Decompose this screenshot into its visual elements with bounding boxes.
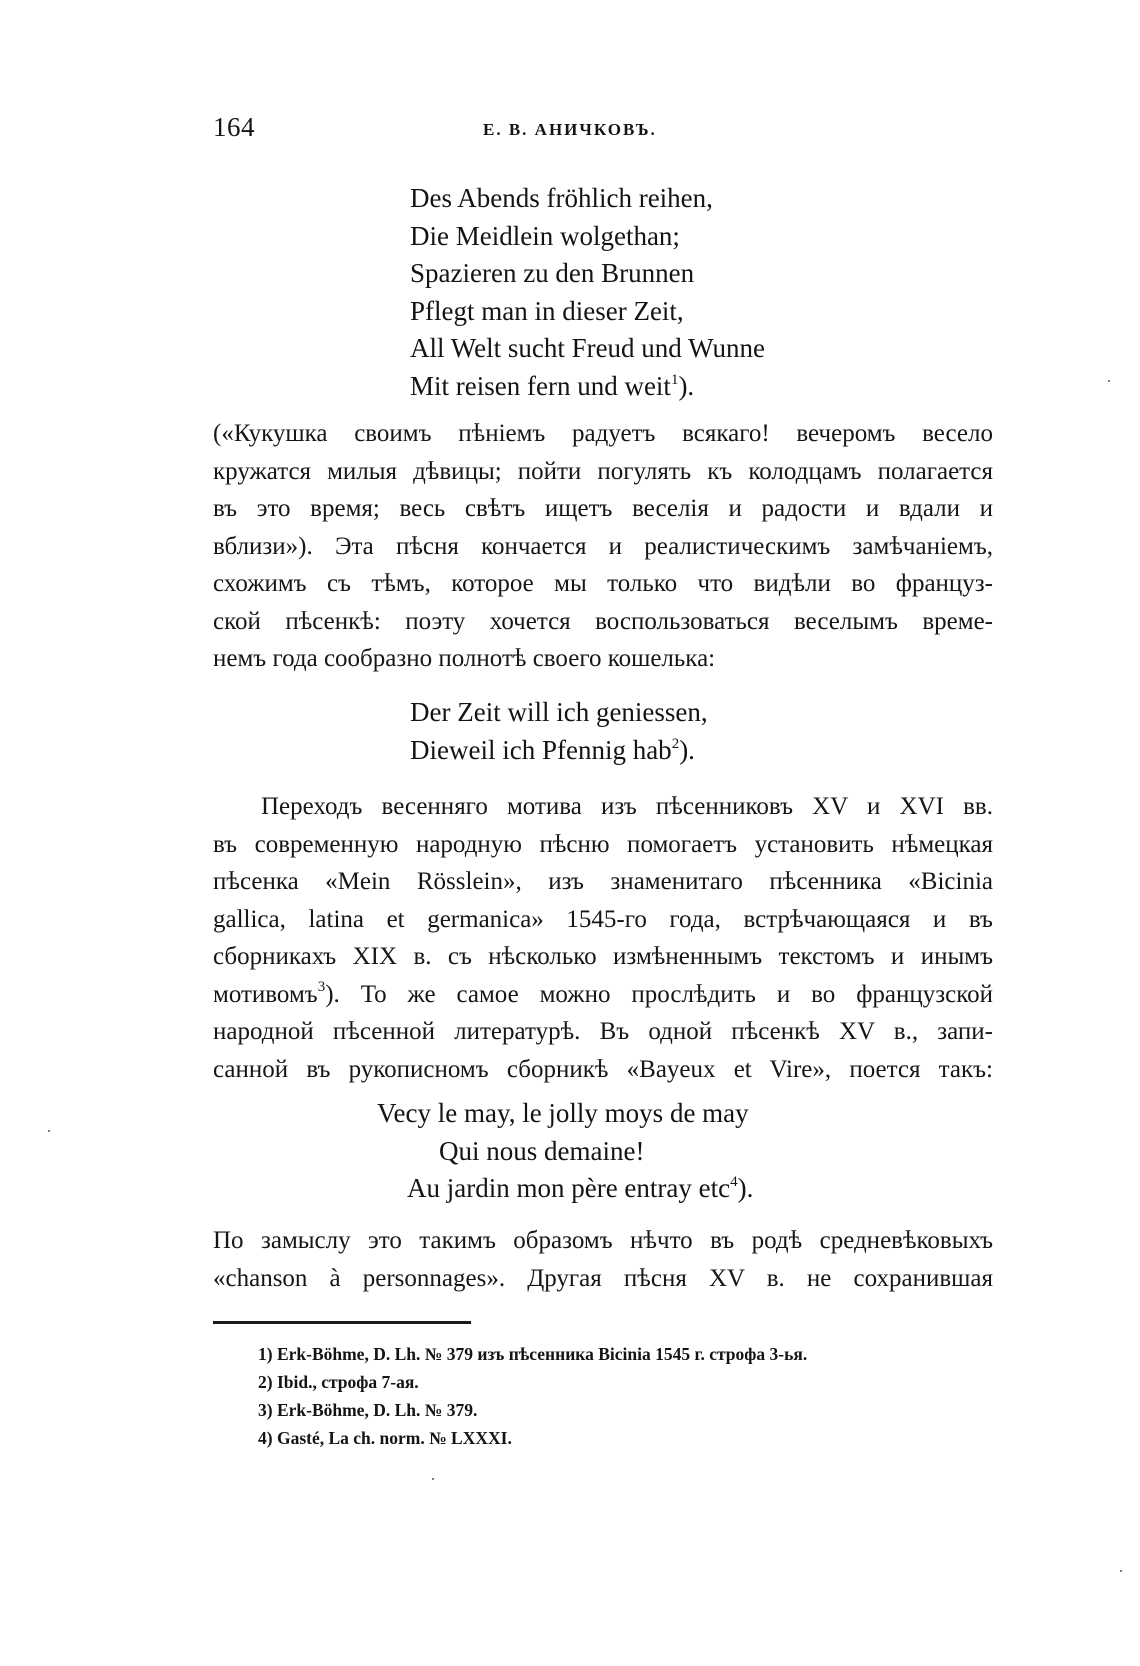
paragraph-translation bbox=[213, 415, 993, 678]
paragraph-line: «chanson à personnages». Другая пѣсня XV в. не сохранившая bbox=[213, 1264, 993, 1292]
paragraph-line: санной въ рукописномъ сборникѣ «Bayeux et Vire», поется такъ: bbox=[213, 1055, 993, 1083]
page-number: 164 bbox=[213, 112, 255, 142]
footnote-divider bbox=[213, 1321, 471, 1324]
footnote-ref-4[interactable]: 4 bbox=[730, 1174, 738, 1190]
paragraph-line: ской пѣсенкѣ: поэту хочется воспользоваться веселымъ време- bbox=[213, 607, 993, 635]
verse-quote-german-1 bbox=[410, 180, 765, 405]
verse-line: Vecy le may, le jolly moys de may bbox=[377, 1098, 749, 1128]
scan-speck bbox=[1120, 1570, 1122, 1572]
paragraph-line: народной пѣсенной литературѣ. Въ одной пѣсенкѣ XV в., запи- bbox=[213, 1018, 993, 1045]
paragraph-line bbox=[213, 976, 993, 1014]
footnotes bbox=[258, 1340, 807, 1452]
paragraph-body bbox=[213, 788, 993, 1088]
verse-line: Des Abends fröhlich reihen, bbox=[410, 183, 713, 213]
paragraph-line-end: ). То же самое можно прослѣдить и во французской bbox=[325, 980, 993, 1008]
paragraph-line: схожимъ съ тѣмъ, которое мы только что видѣли во француз- bbox=[213, 570, 993, 597]
paragraph-line: («Кукушка своимъ пѣніемъ радуетъ всякаго! вечеромъ весело bbox=[213, 420, 993, 447]
verse-line-tail: ). bbox=[679, 734, 695, 765]
verse-line-tail: ). bbox=[678, 370, 695, 401]
paragraph-line-start: мотивомъ bbox=[213, 980, 318, 1008]
paragraph-line: въ современную народную пѣсню помогаетъ установить нѣмецкая bbox=[213, 830, 993, 858]
footnote-2: 2) Ibid., строфа 7-ая. bbox=[258, 1372, 419, 1392]
verse-line-text: Mit reisen fern und weit bbox=[410, 370, 671, 401]
verse-line-last bbox=[410, 732, 708, 770]
verse-line-last bbox=[410, 368, 765, 406]
verse-line: Qui nous demaine! bbox=[439, 1135, 645, 1166]
scan-speck bbox=[48, 1130, 50, 1132]
paragraph-line: вблизи»). Эта пѣсня кончается и реалистическимъ замѣчаніемъ, bbox=[213, 532, 993, 560]
verse-line-tail: ). bbox=[737, 1173, 754, 1203]
verse-line-last bbox=[377, 1170, 753, 1208]
paragraph-line: По замыслу это такимъ образомъ нѣчто въ родѣ средневѣковыхъ bbox=[213, 1227, 993, 1254]
footnote-3: 3) Erk-Böhme, D. Lh. № 379. bbox=[258, 1400, 478, 1420]
footnote-1: 1) Erk-Böhme, D. Lh. № 379 изъ пѣсенника Bicinia 1545 г. строфа 3-ья. bbox=[258, 1344, 808, 1364]
verse-line-text: Au jardin mon père entray etc bbox=[407, 1173, 731, 1203]
verse-line: Pflegt man in dieser Zeit, bbox=[410, 295, 684, 326]
paragraph-line: немъ года сообразно полнотѣ своего кошелька: bbox=[213, 645, 716, 672]
verse-quote-german-2 bbox=[410, 694, 708, 769]
paragraph-line: Переходъ весенняго мотива изъ пѣсенниковъ XV и XVI вв. bbox=[261, 793, 993, 820]
verse-line-text: Dieweil ich Pfennig hab bbox=[410, 734, 672, 765]
footnote-ref-1[interactable]: 1 bbox=[670, 371, 679, 388]
paragraph-line: gallica, latina et germanica» 1545-го года, встрѣчающаяся и въ bbox=[213, 905, 993, 933]
paragraph-line: пѣсенка «Mein Rösslein», изъ знаменитаго пѣсенника «Bicinia bbox=[213, 868, 993, 895]
footnote-ref-2[interactable]: 2 bbox=[671, 735, 680, 752]
verse-quote-french bbox=[377, 1095, 753, 1208]
verse-line: All Welt sucht Freud und Wunne bbox=[410, 333, 765, 363]
scan-speck bbox=[432, 1478, 434, 1480]
paragraph-line: сборникахъ XIX в. съ нѣсколько измѣненнымъ текстомъ и инымъ bbox=[213, 943, 993, 970]
footnote-4: 4) Gasté, La ch. norm. № LXXXI. bbox=[258, 1428, 512, 1448]
paragraph-line: въ это время; весь свѣтъ ищетъ веселія и радости и вдали и bbox=[213, 495, 993, 522]
running-head: Е. В. АНИЧКОВЪ. bbox=[483, 120, 657, 139]
paragraph-line: кружатся милыя дѣвицы; пойти погулять къ колодцамъ полагается bbox=[213, 457, 993, 485]
page-header bbox=[213, 112, 993, 152]
verse-line: Die Meidlein wolgethan; bbox=[410, 220, 680, 251]
verse-line: Spazieren zu den Brunnen bbox=[410, 258, 695, 288]
verse-line: Der Zeit will ich geniessen, bbox=[410, 697, 708, 727]
scan-speck bbox=[1108, 380, 1110, 382]
paragraph-continuation bbox=[213, 1222, 993, 1297]
footnote-ref-3[interactable]: 3 bbox=[317, 978, 326, 995]
